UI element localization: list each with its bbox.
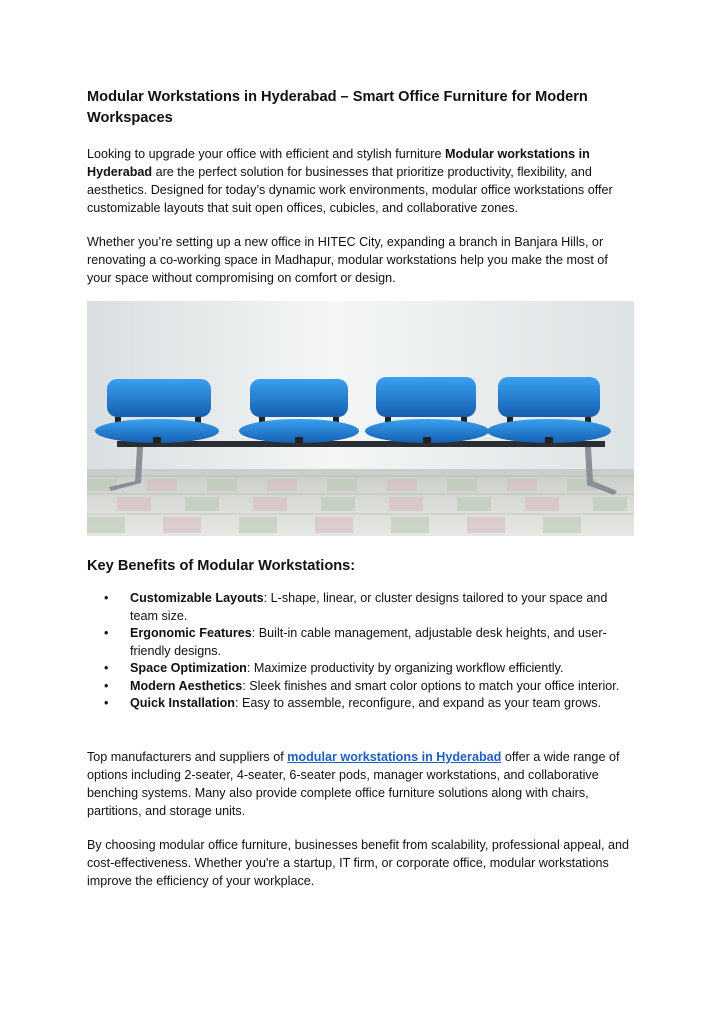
benefit-term: Quick Installation [130,696,235,710]
benefit-description: : Sleek finishes and smart color options to match your office interior. [242,678,620,693]
list-item [87,590,634,625]
list-item [87,678,634,696]
benefit-description: : Easy to assemble, reconfigure, and expand as your team grows. [234,696,602,710]
blue-beam-chairs-photo [87,301,634,536]
modular-workstations-link[interactable]: modular workstations in Hyderabad [287,750,502,764]
list-item [87,660,634,678]
benefit-description: : L-shape, linear, or cluster designs tailored to your space and team size. [130,591,608,623]
benefit-description: : Built-in cable management, adjustable desk heights, and user-friendly designs. [130,626,607,658]
bullet-icon: • [104,696,109,710]
locations-paragraph: Whether you’re setting up a new office in HITEC City, expanding a branch in Banjara Hills, or renovating a co-working space in Madhapur, modular workstations help you make the most of your space without compromising on comfort or design. [87,235,608,285]
benefit-term: Space Optimization [130,661,247,675]
benefits-list [87,590,634,713]
suppliers-text-start: Top manufacturers and suppliers of [87,750,288,764]
intro-text-end: are the perfect solution for businesses that prioritize productivity, flexibility, and aesthetics. Designed for today’s dynamic work environments, modular office workstations offer customizable layouts that suit open offices, cubicles, and collaborative zones. [87,165,613,215]
list-item [87,695,634,713]
benefit-term: Modern Aesthetics [130,678,243,693]
bullet-icon: • [104,678,109,693]
page-title: Modular Workstations in Hyderabad – Smart Office Furniture for Modern Workspaces [87,89,588,126]
suppliers-paragraph [87,748,634,820]
benefit-description: : Maximize productivity by organizing workflow efficiently. [246,661,564,675]
benefit-term: Ergonomic Features [130,626,252,640]
conclusion-paragraph: By choosing modular office furniture, businesses benefit from scalability, professional appeal, and cost-effectiveness. Whether you're a startup, IT firm, or corporate office, modular workstations improve the efficiency of your workplace. [87,838,630,888]
intro-keyword: Modular workstations in Hyderabad [87,147,590,179]
intro-text-start: Looking to upgrade your office with efficient and stylish furniture [87,147,445,161]
bullet-icon: • [104,626,109,640]
suppliers-text-end: offer a wide range of options including 2-seater, 4-seater, 6-seater pods, manager workstations, and collaborative benching systems. Many also provide complete office furniture solutions along with chairs, partitions, and storage units. [87,750,620,818]
benefit-term: Customizable Layouts [130,591,264,605]
list-item [87,625,634,660]
benefits-heading: Key Benefits of Modular Workstations: [87,558,356,574]
intro-paragraph [87,145,634,217]
bullet-icon: • [104,591,109,605]
bullet-icon: • [104,661,109,675]
